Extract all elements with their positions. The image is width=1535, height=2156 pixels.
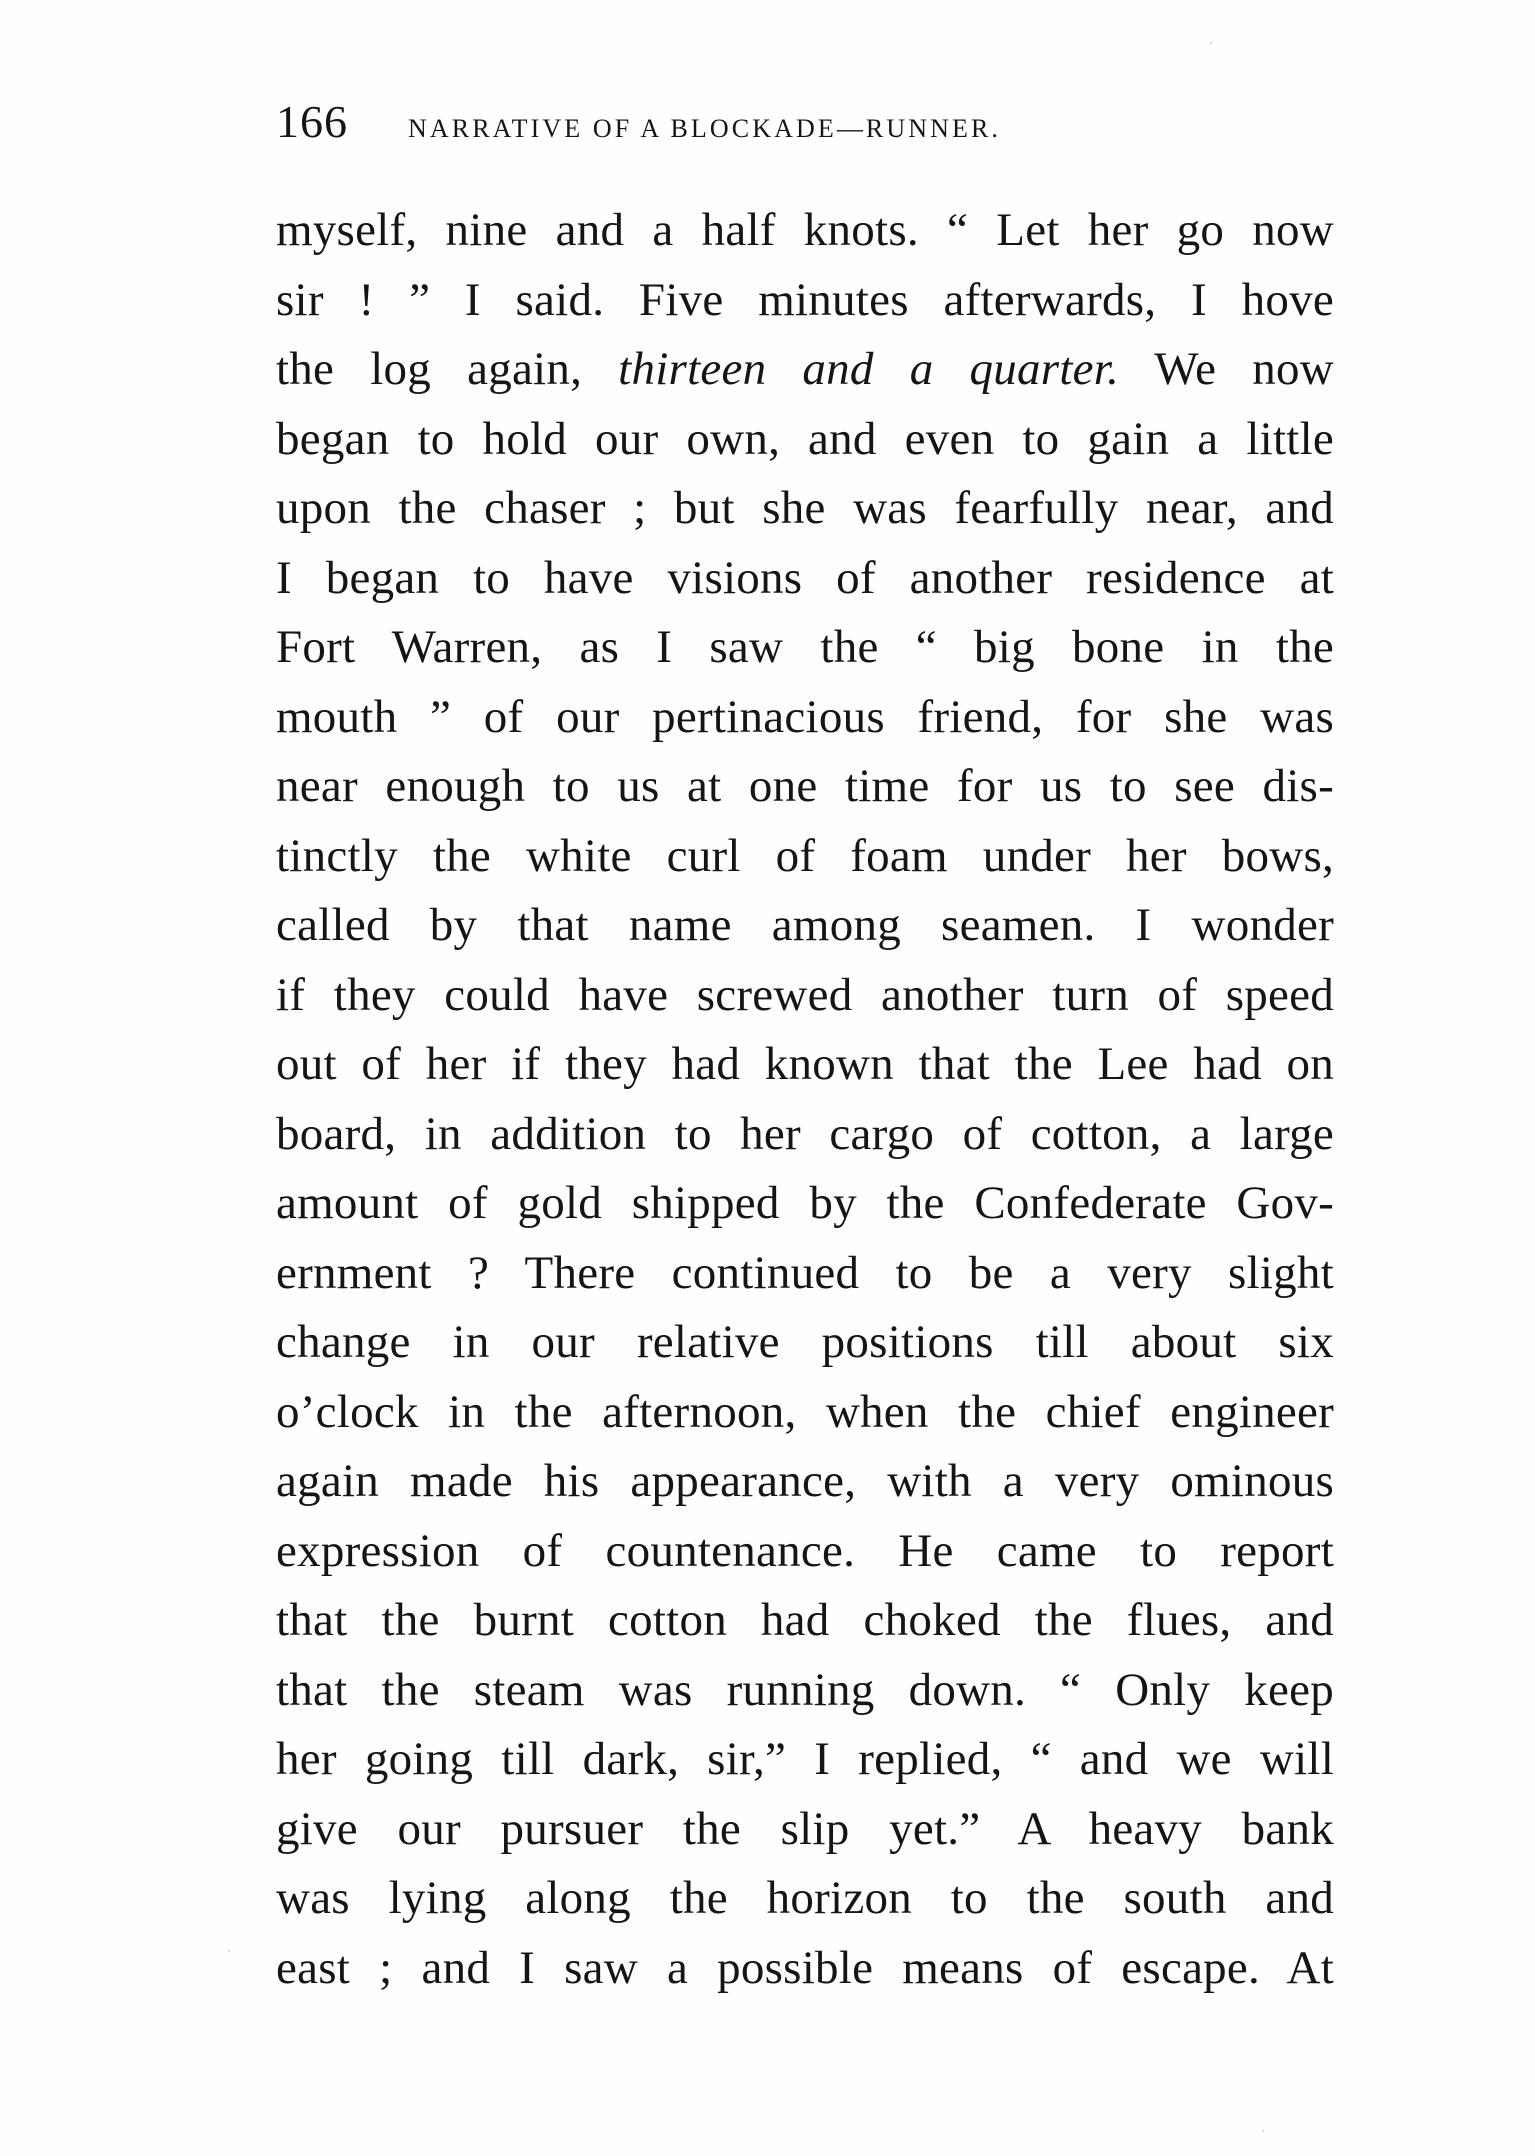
text-line: that the steam was running down. “ Only keep bbox=[276, 1663, 1334, 1716]
text-line: again made his appearance, with a very ominous bbox=[276, 1455, 1334, 1507]
text-line: board, in addition to her cargo of cotton, a large bbox=[276, 1107, 1334, 1160]
text-line: I began to have visions of another residence at bbox=[276, 551, 1334, 604]
text-line bbox=[276, 335, 1334, 405]
text-line: amount of gold shipped by the Confederate Gov- bbox=[276, 1177, 1334, 1229]
text-line: change in our relative positions till about six bbox=[276, 1316, 1334, 1368]
text-line: expression of countenance. He came to report bbox=[276, 1524, 1334, 1577]
text-line: tinctly the white curl of foam under her bows, bbox=[276, 829, 1334, 882]
text-line: sir ! ” I said. Five minutes afterwards, I hove bbox=[276, 273, 1334, 326]
text-line: mouth ” of our pertinacious friend, for she was bbox=[276, 690, 1334, 743]
paper-speck bbox=[228, 1950, 230, 1952]
running-head: NARRATIVE OF A BLOCKADE—RUNNER. bbox=[408, 114, 1002, 143]
text-line: near enough to us at one time for us to see dis- bbox=[276, 760, 1334, 812]
text-line: out of her if they had known that the Lee had on bbox=[276, 1038, 1334, 1090]
text-line: o’clock in the afternoon, when the chief engineer bbox=[276, 1385, 1334, 1438]
text-line: was lying along the horizon to the south and bbox=[276, 1872, 1334, 1924]
text-line: myself, nine and a half knots. “ Let her go now bbox=[276, 204, 1334, 256]
text-line: her going till dark, sir,” I replied, “ and we will bbox=[276, 1733, 1334, 1785]
page-header bbox=[276, 92, 1326, 152]
text-line: upon the chaser ; but she was fearfully near, and bbox=[276, 482, 1334, 534]
paper-speck bbox=[1262, 2130, 1264, 2132]
text-line: began to hold our own, and even to gain a little bbox=[276, 412, 1334, 465]
text-line: east ; and I saw a possible means of escape. At bbox=[276, 1941, 1334, 1994]
text-line: called by that name among seamen. I wonder bbox=[276, 899, 1334, 951]
text-line: that the burnt cotton had choked the flues, and bbox=[276, 1594, 1334, 1646]
text-segment: the log again, bbox=[276, 343, 619, 395]
page-number: 166 bbox=[276, 96, 348, 147]
text-line: Fort Warren, as I saw the “ big bone in the bbox=[276, 621, 1334, 673]
paper-speck bbox=[1210, 42, 1212, 44]
text-line: give our pursuer the slip yet.” A heavy bank bbox=[276, 1802, 1334, 1855]
body-text bbox=[276, 196, 1334, 2003]
italic-phrase: thirteen and a quarter. bbox=[618, 343, 1120, 395]
text-segment: We now bbox=[1119, 343, 1334, 395]
text-line: ernment ? There continued to be a very slight bbox=[276, 1246, 1334, 1299]
text-line: if they could have screwed another turn of speed bbox=[276, 968, 1334, 1021]
